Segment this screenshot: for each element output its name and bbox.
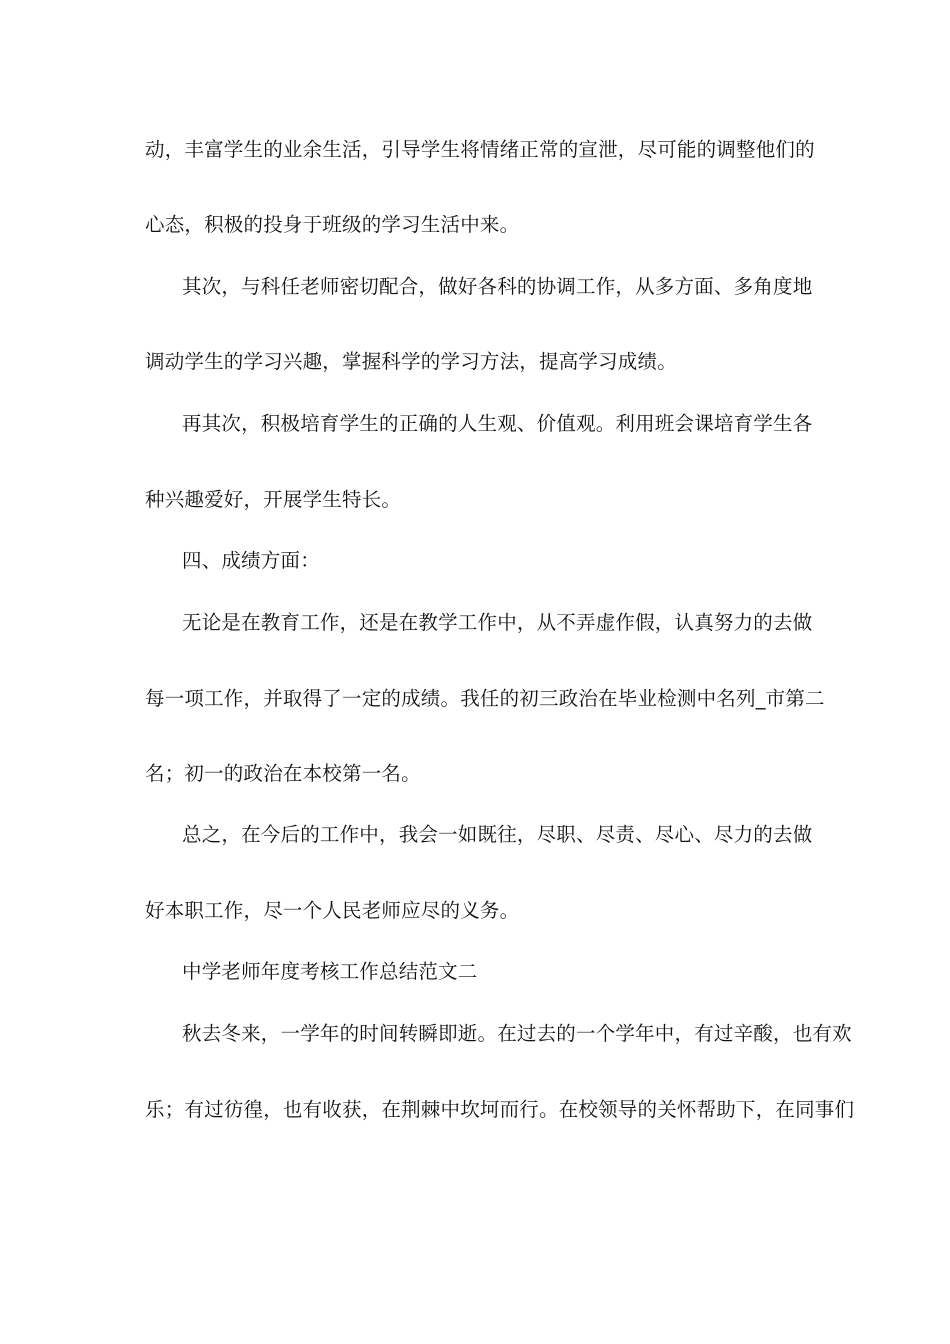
paragraph-line: 动，丰富学生的业余生活，引导学生将情绪正常的宣泄，尽可能的调整他们的: [145, 138, 815, 161]
paragraph-line: 秋去冬来，一学年的时间转瞬即逝。在过去的一个学年中，有过辛酸，也有欢: [182, 1022, 852, 1045]
section-heading: 四、成绩方面：: [182, 549, 320, 572]
paragraph-line: 种兴趣爱好，开展学生特长。: [145, 488, 402, 511]
paragraph-line: 调动学生的学习兴趣，掌握科学的学习方法，提高学习成绩。: [145, 350, 677, 373]
paragraph-line: 乐；有过彷徨，也有收获，在荆棘中坎坷而行。在校领导的关怀帮助下，在同事们: [145, 1098, 855, 1121]
paragraph-line: 再其次，积极培育学生的正确的人生观、价值观。利用班会课培育学生各: [182, 412, 813, 435]
paragraph-line: 名；初一的政治在本校第一名。: [145, 762, 421, 785]
paragraph-line: 心态，积极的投身于班级的学习生活中来。: [145, 213, 520, 236]
paragraph-line: 每一项工作，并取得了一定的成绩。我任的初三政治在毕业检测中名列_市第二: [145, 687, 825, 710]
paragraph-line: 总之，在今后的工作中，我会一如既往，尽职、尽责、尽心、尽力的去做: [182, 823, 813, 846]
paragraph-line: 好本职工作，尽一个人民老师应尽的义务。: [145, 899, 520, 922]
paragraph-line: 无论是在教育工作，还是在教学工作中，从不弄虚作假，认真努力的去做: [182, 611, 813, 634]
paragraph-line: 其次，与科任老师密切配合，做好各科的协调工作，从多方面、多角度地: [182, 275, 813, 298]
article-title: 中学老师年度考核工作总结范文二: [182, 960, 478, 983]
